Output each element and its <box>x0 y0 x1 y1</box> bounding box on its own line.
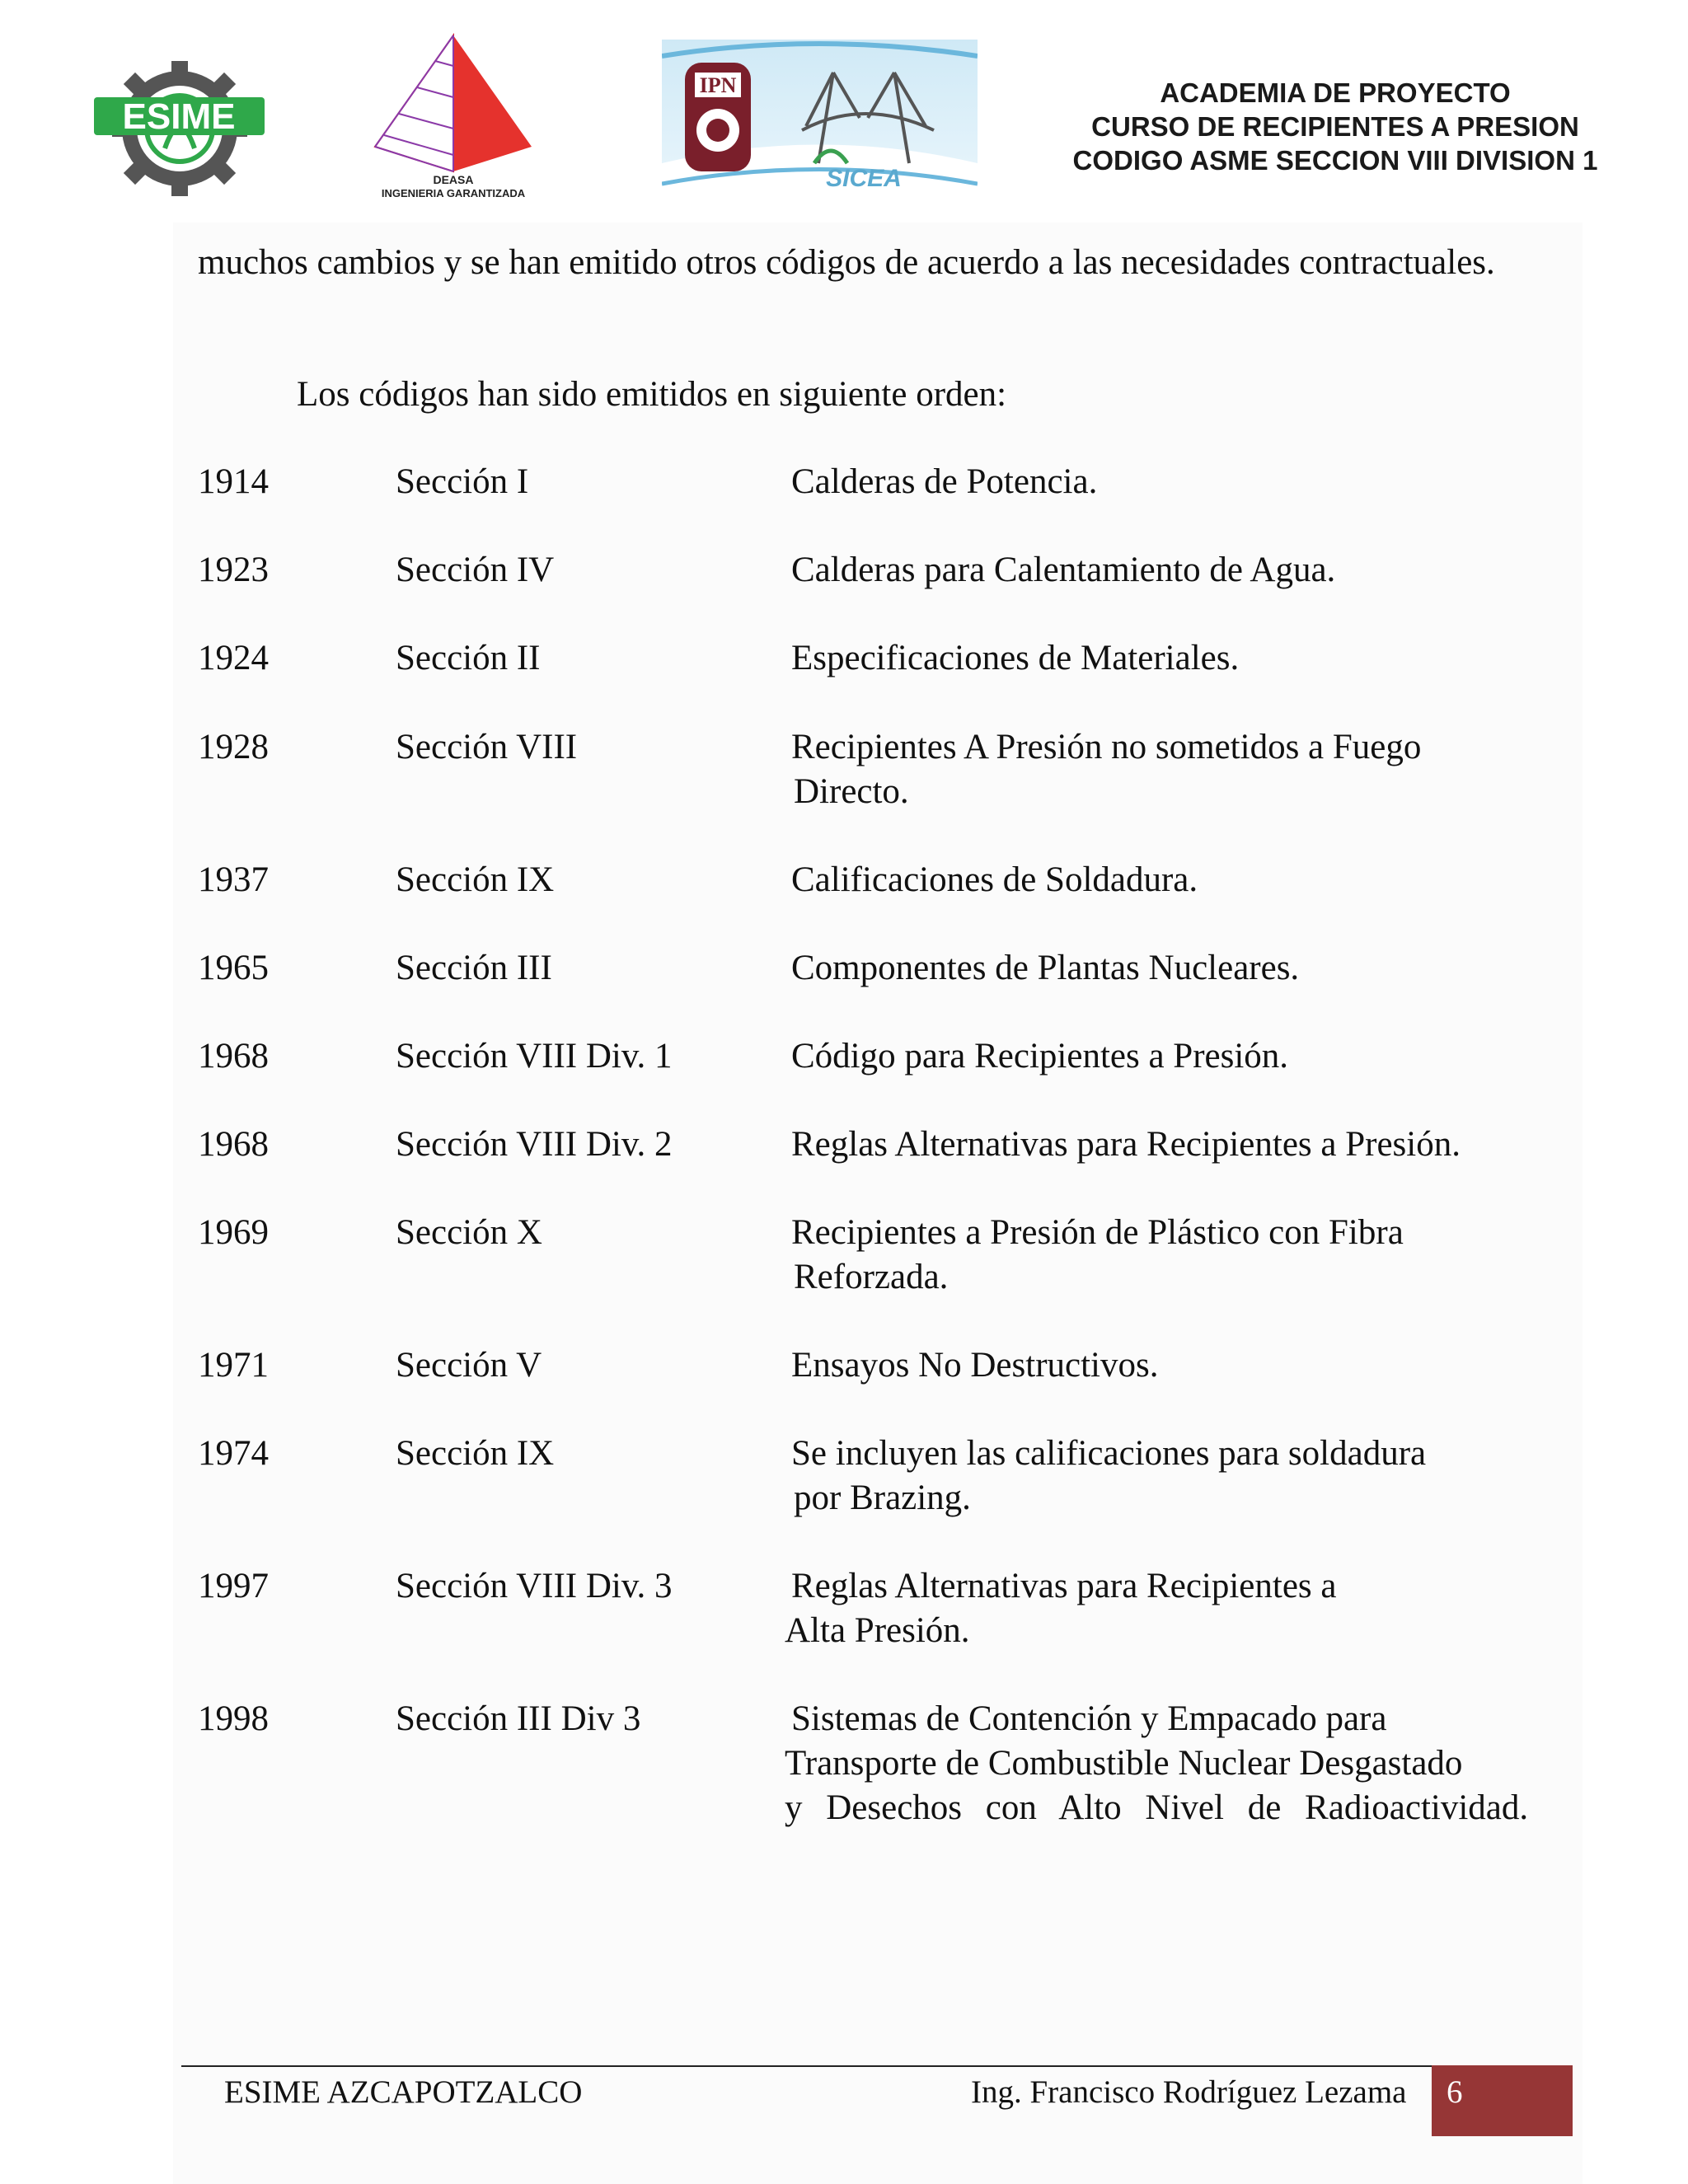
description-line: Calderas para Calentamiento de Agua. <box>791 551 1336 589</box>
footer-author: Ing. Francisco Rodríguez Lezama <box>971 2074 1407 2110</box>
header-line-academy: ACADEMIA DE PROYECTO <box>1160 77 1511 108</box>
page-number-box <box>1432 2065 1573 2136</box>
description-line: y Desechos con Alto Nivel de Radioactividad. <box>785 1788 1529 1827</box>
code-section: Sección III Div 3 <box>396 1699 641 1738</box>
code-section: Sección IX <box>396 1434 555 1473</box>
description-line: Transporte de Combustible Nuclear Desgastado <box>785 1744 1463 1783</box>
code-year: 1923 <box>198 551 269 589</box>
code-year: 1969 <box>198 1213 269 1252</box>
header-line-course: CURSO DE RECIPIENTES A PRESION <box>1091 111 1579 142</box>
description-line: Se incluyen las calificaciones para soldadura <box>791 1434 1427 1473</box>
code-year: 1924 <box>198 639 269 677</box>
course-header <box>1047 76 1624 177</box>
description-line: Reglas Alternativas para Recipientes a <box>791 1567 1337 1605</box>
code-description <box>785 1564 1337 1653</box>
code-section: Sección III <box>396 949 552 987</box>
code-year: 1928 <box>198 728 269 766</box>
code-section: Sección VIII Div. 3 <box>396 1567 673 1605</box>
code-section: Sección V <box>396 1346 542 1385</box>
svg-text:IPN: IPN <box>699 73 737 97</box>
header-line-code: CODIGO ASME SECCION VIII DIVISION 1 <box>1072 145 1598 176</box>
code-year: 1974 <box>198 1434 269 1473</box>
svg-text:SICEA: SICEA <box>826 165 902 192</box>
code-section: Sección I <box>396 462 529 501</box>
code-year: 1914 <box>198 462 269 501</box>
code-year: 1971 <box>198 1346 269 1385</box>
code-section: Sección IV <box>396 551 555 589</box>
code-description <box>791 636 1239 681</box>
code-section: Sección IX <box>396 860 555 899</box>
code-description <box>791 858 1198 902</box>
description-line: Calderas de Potencia. <box>791 462 1098 501</box>
page-number: 6 <box>1447 2074 1463 2110</box>
code-section: Sección X <box>396 1213 542 1252</box>
description-line: por Brazing. <box>794 1479 971 1517</box>
code-year: 1968 <box>198 1125 269 1164</box>
footer-divider <box>181 2065 1573 2067</box>
description-line: Ensayos No Destructivos. <box>791 1346 1159 1385</box>
code-description <box>791 460 1097 504</box>
intro-paragraph: muchos cambios y se han emitido otros códigos de acuerdo a las necesidades contractuales. <box>198 243 1495 282</box>
description-line: Calificaciones de Soldadura. <box>791 860 1198 899</box>
footer-institution: ESIME AZCAPOTZALCO <box>224 2074 583 2110</box>
code-section: Sección VIII Div. 1 <box>396 1037 673 1076</box>
page-background-band <box>173 223 1582 2184</box>
description-line: Especificaciones de Materiales. <box>791 639 1240 677</box>
code-year: 1998 <box>198 1699 269 1738</box>
code-description <box>791 548 1335 593</box>
description-line: Componentes de Plantas Nucleares. <box>791 949 1300 987</box>
svg-text:ESIME: ESIME <box>122 96 236 137</box>
svg-text:INGENIERIA GARANTIZADA: INGENIERIA GARANTIZADA <box>381 187 526 199</box>
lead-sentence: Los códigos han sido emitidos en siguiente orden: <box>297 375 1007 414</box>
code-description <box>785 1697 1529 1830</box>
description-line: Recipientes A Presión no sometidos a Fuego <box>791 728 1422 766</box>
code-year: 1965 <box>198 949 269 987</box>
description-line: Recipientes a Presión de Plástico con Fibra <box>791 1213 1404 1252</box>
description-line: Código para Recipientes a Presión. <box>791 1037 1289 1076</box>
svg-text:DEASA: DEASA <box>433 173 474 186</box>
code-section: Sección VIII Div. 2 <box>396 1125 673 1164</box>
code-description <box>791 1343 1158 1388</box>
code-year: 1968 <box>198 1037 269 1076</box>
description-line: Sistemas de Contención y Empacado para <box>791 1699 1387 1738</box>
code-description <box>791 1211 1404 1300</box>
code-description <box>791 1034 1288 1079</box>
code-description <box>791 946 1299 991</box>
esime-gear-logo-icon <box>91 56 268 196</box>
description-line: Alta Presión. <box>785 1611 970 1650</box>
deasa-pyramid-logo-icon <box>354 31 552 200</box>
description-line: Directo. <box>794 772 909 811</box>
code-description <box>791 1432 1426 1521</box>
code-year: 1937 <box>198 860 269 899</box>
description-line: Reforzada. <box>794 1258 949 1296</box>
code-section: Sección II <box>396 639 541 677</box>
code-section: Sección VIII <box>396 728 578 766</box>
description-line: Reglas Alternativas para Recipientes a Presión. <box>791 1125 1461 1164</box>
ipn-sicea-logo-icon <box>662 40 978 198</box>
code-description <box>791 1122 1461 1167</box>
code-year: 1997 <box>198 1567 269 1605</box>
code-description <box>791 725 1421 814</box>
